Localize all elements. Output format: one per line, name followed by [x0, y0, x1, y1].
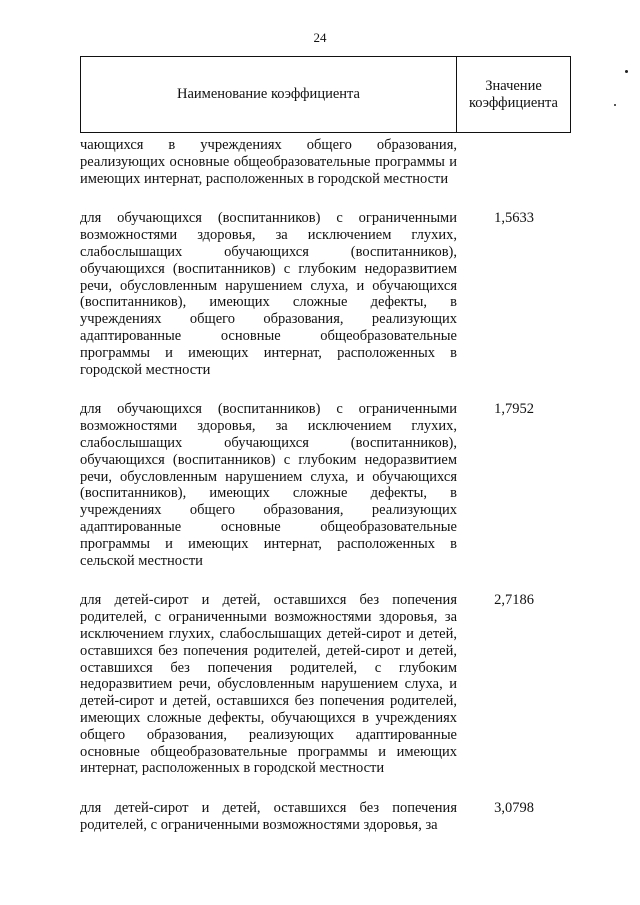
coefficient-name: для детей-сирот и детей, оставшихся без попечения родителей, с ограниченными возможностями здоровья, за исключением глухих, слабослышащих детей-сирот и детей, оставшихся без попечения родителей, детей-сирот и детей, оставшихся без попечения родителей, с глубоким недоразвитием речи, обусловленным нарушением слуха, и детей-сирот и детей, оставшихся без попечения родителей, имеющих сложные дефекты, обучающихся в учреждениях общего образования, реализующих адаптированные основные общеобразовательные программы и имеющих интернат, расположенных в городской местности	[80, 592, 457, 777]
page-number: 24	[313, 30, 327, 45]
table-header	[80, 56, 571, 133]
coefficient-name: для обучающихся (воспитанников) с ограниченными возможностями здоровья, за исключением глухих, слабослышащих обучающихся (воспитанников), обучающихся (воспитанников) с глубоким недоразвитием речи, обусловленным нарушением слуха, и обучающихся (воспитанников), имеющих сложные дефекты, в учреждениях общего образования, реализующих адаптированные основные общеобразовательные программы и имеющих интернат, расположенных в городской местности	[80, 210, 457, 378]
column-header-value: Значение коэффициента	[468, 77, 558, 111]
coefficient-name: для обучающихся (воспитанников) с ограниченными возможностями здоровья, за исключением глухих, слабослышащих обучающихся (воспитанников), обучающихся (воспитанников) с глубоким недоразвитием речи, обусловленным нарушением слуха, и обучающихся (воспитанников), имеющих сложные дефекты, в учреждениях общего образования, реализующих адаптированные основные общеобразовательные программы и имеющих интернат, расположенных в сельской местности	[80, 401, 457, 569]
coefficient-value	[457, 137, 571, 187]
coefficient-name: чающихся в учреждениях общего образования, реализующих основные общеобразовательные программы и имеющих интернат, расположенных в городской местности	[80, 137, 457, 187]
coefficient-name: для детей-сирот и детей, оставшихся без попечения родителей, с ограниченными возможностями здоровья, за	[80, 800, 457, 833]
table-row	[80, 137, 571, 187]
table-row	[80, 800, 571, 834]
scan-speck	[614, 104, 616, 106]
table-row	[80, 592, 571, 777]
coefficient-value: 3,0798	[494, 800, 534, 817]
scan-speck	[625, 70, 628, 73]
table-row	[80, 210, 571, 378]
coefficient-value: 1,7952	[494, 401, 534, 418]
column-header-name: Наименование коэффициента	[81, 57, 457, 132]
table-body	[80, 137, 571, 857]
coefficient-value: 2,7186	[494, 592, 534, 609]
table-row	[80, 401, 571, 569]
coefficient-value: 1,5633	[494, 210, 534, 227]
